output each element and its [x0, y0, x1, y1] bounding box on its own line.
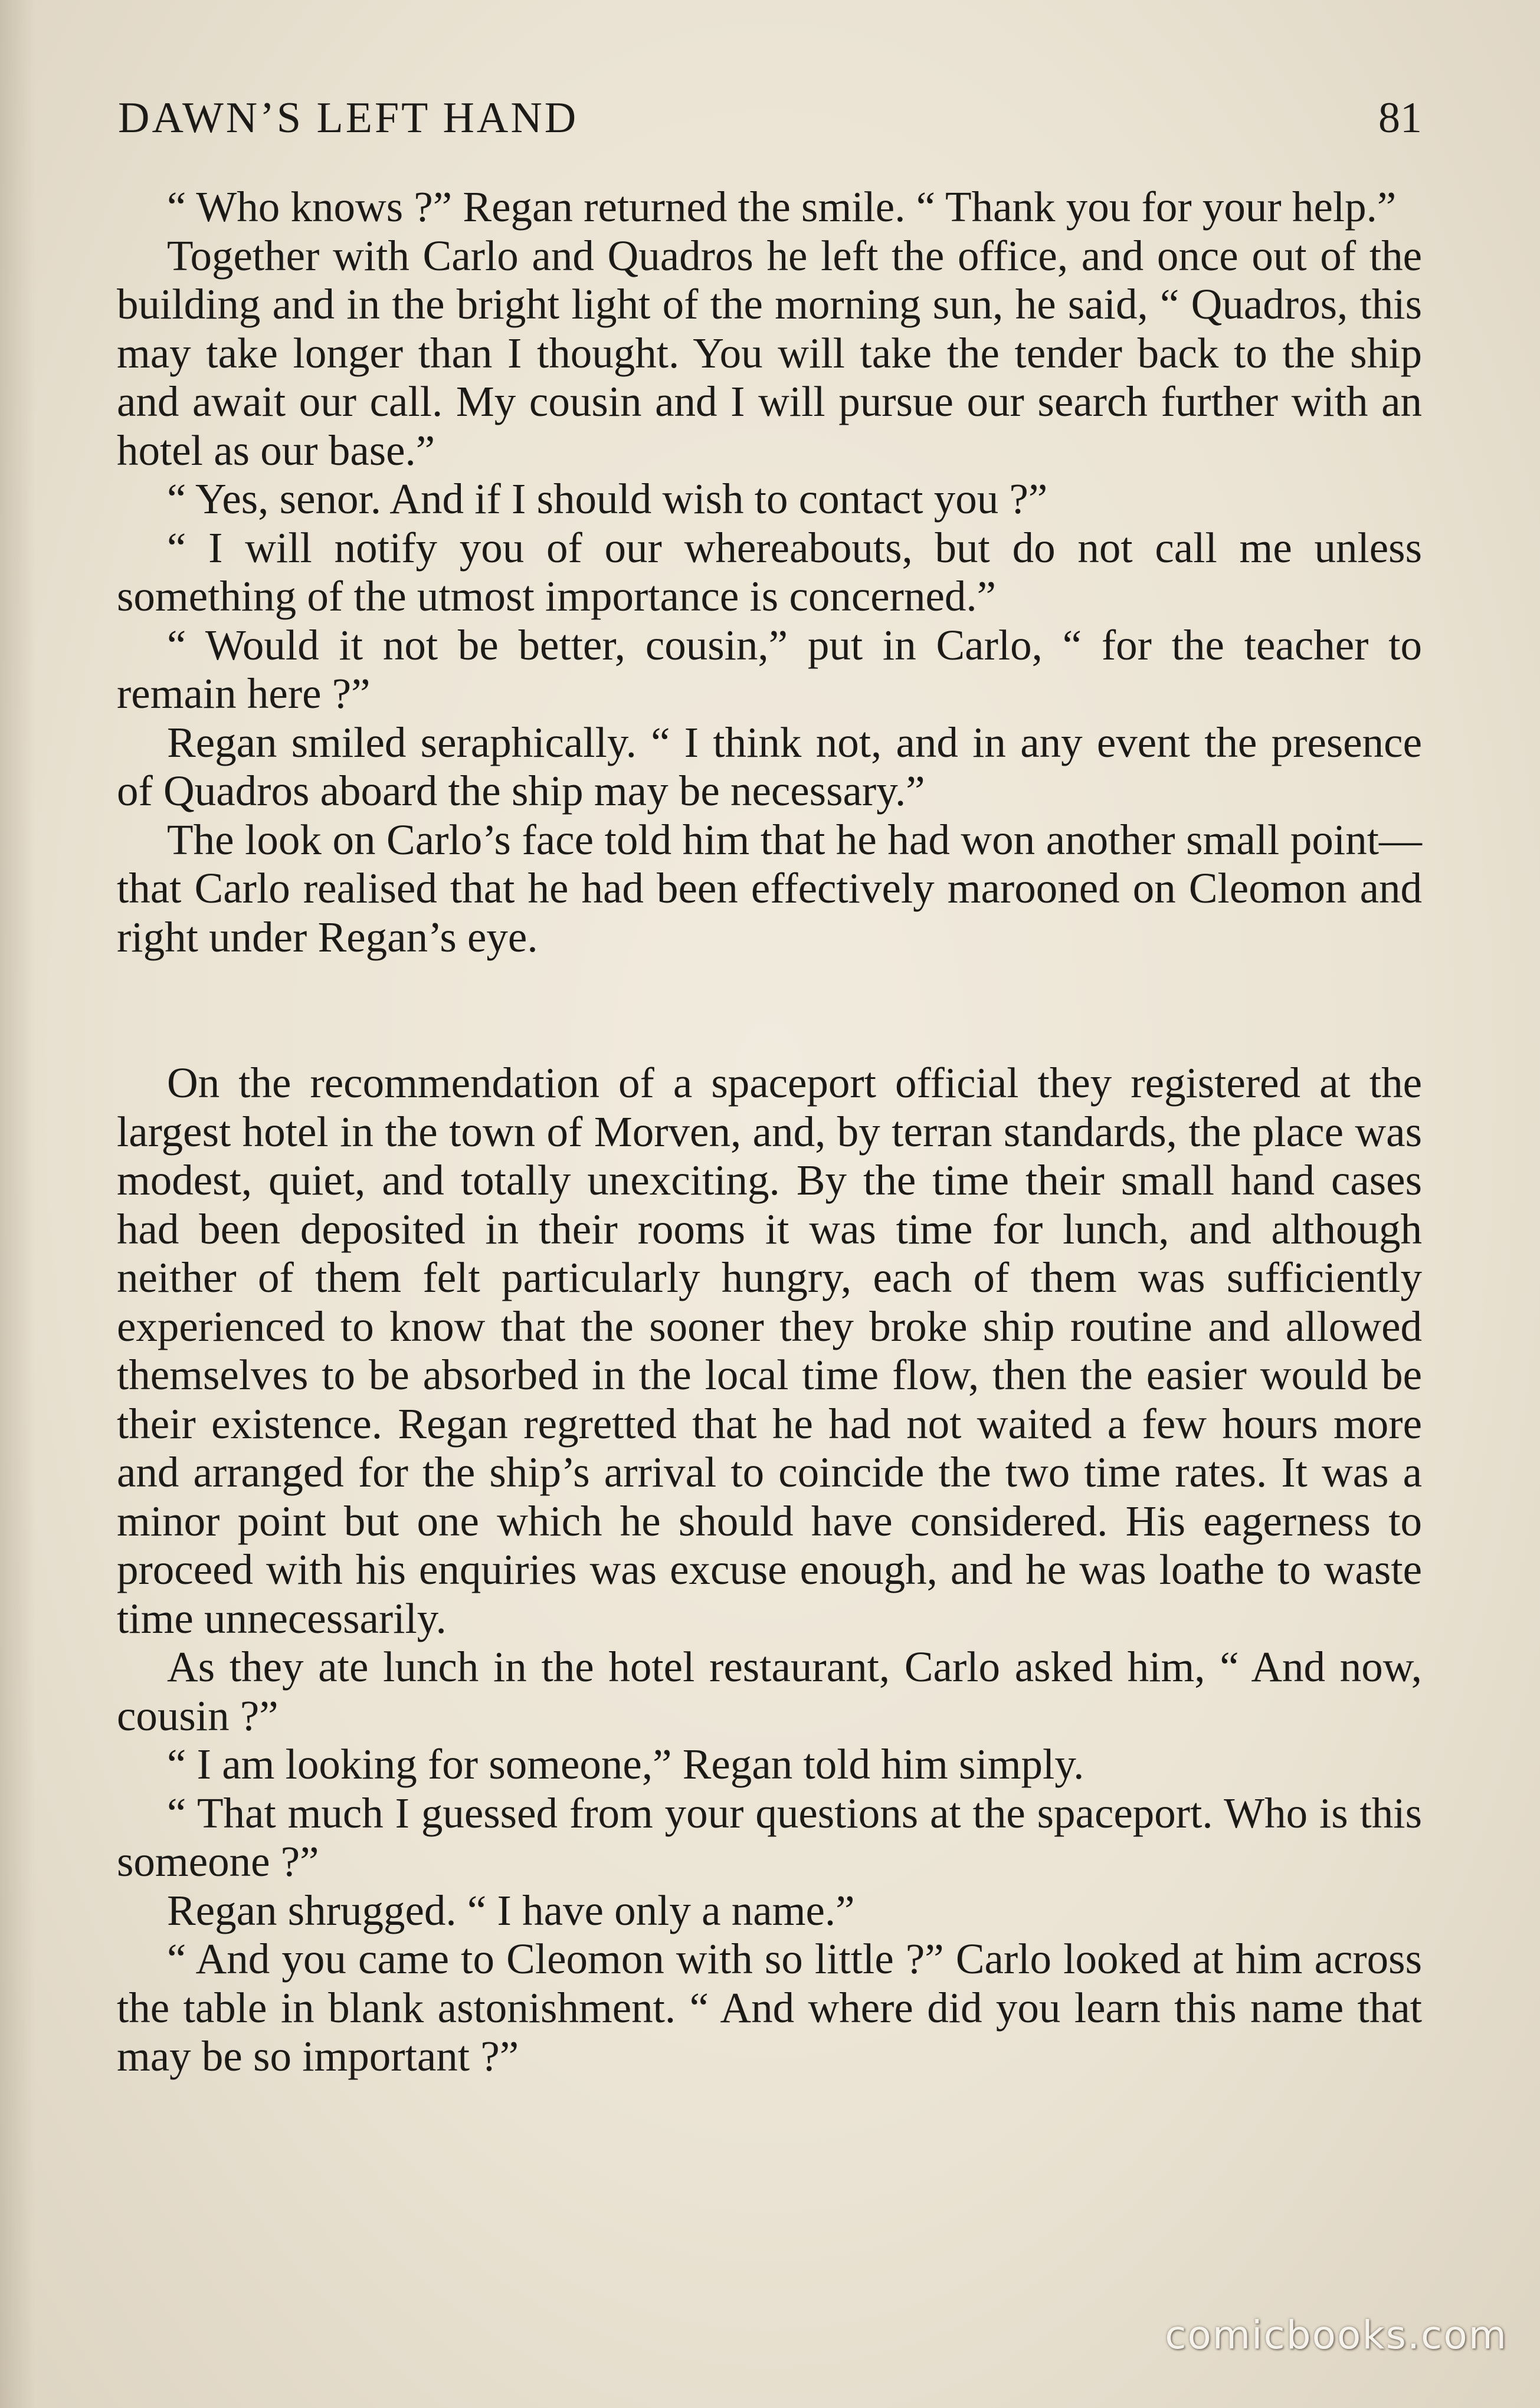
paragraph: “ I will notify you of our whereabouts, but do not call me unless something of the utmost importance is concerned.”	[117, 523, 1422, 620]
paragraph: “ Yes, senor. And if I should wish to contact you ?”	[167, 475, 1048, 523]
paragraph: As they ate lunch in the hotel restaurant, Carlo asked him, “ And now, cousin ?”	[117, 1643, 1422, 1740]
paragraph: The look on Carlo’s face told him that he had won another small point—that Carlo realised that he had been effectively marooned on Cleomon and right under Regan’s eye.	[117, 815, 1422, 961]
paragraph: “ I am looking for someone,” Regan told him simply.	[167, 1740, 1084, 1788]
watermark: comicbooks.com	[1165, 2312, 1508, 2358]
paragraph: “ That much I guessed from your questions at the spaceport. Who is this someone ?”	[117, 1789, 1422, 1885]
paragraph: Together with Carlo and Quadros he left the office, and once out of the building and in the bright light of the morning sun, he said, “ Quadros, this may take longer than I thought. You will take the tender back to the ship and await our call. My cousin and I will pursue our search further with an hotel as our base.”	[117, 231, 1422, 474]
paragraph: “ Who knows ?” Regan returned the smile. “ Thank you for your help.”	[167, 183, 1397, 231]
paragraph: On the recommendation of a spaceport official they registered at the largest hotel in the town of Morven, and, by terran standards, the place was modest, quiet, and totally unexciting. By the time their small hand cases had been deposited in their rooms it was time for lunch, and although neither of them felt particularly hungry, each of them was sufficiently experienced to know that the sooner they broke ship routine and allowed themselves to be absorbed in the local time flow, then the easier would be their existence. Regan regretted that he had not waited a few hours more and arranged for the ship’s arrival to coincide the two time rates. It was a minor point but one which he should have considered. His eagerness to proceed with his enquiries was excuse enough, and he was loathe to waste time unnecessarily.	[117, 1059, 1422, 1642]
page-header	[118, 88, 1422, 147]
page-edge-shadow	[0, 0, 35, 2408]
running-title: DAWN’S LEFT HAND	[118, 94, 579, 142]
body-text	[117, 183, 1422, 2081]
page-number: 81	[1378, 94, 1422, 142]
paragraph: Regan shrugged. “ I have only a name.”	[167, 1886, 855, 1934]
paragraph: Regan smiled seraphically. “ I think not, and in any event the presence of Quadros aboard the ship may be necessary.”	[117, 718, 1422, 815]
paragraph: “ And you came to Cleomon with so little ?” Carlo looked at him across the table in blank astonishment. “ And where did you learn this name that may be so important ?”	[117, 1935, 1422, 2080]
paragraph: “ Would it not be better, cousin,” put in Carlo, “ for the teacher to remain here ?”	[117, 621, 1422, 717]
section-break	[117, 962, 1422, 1059]
